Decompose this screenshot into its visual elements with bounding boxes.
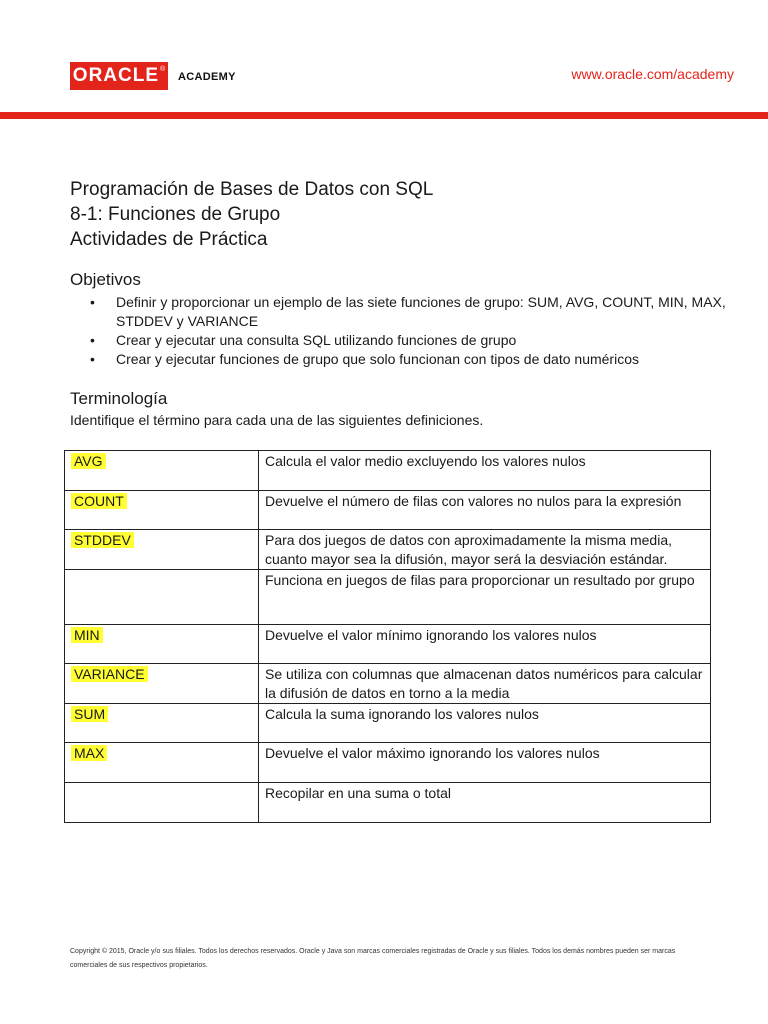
oracle-logo	[70, 62, 168, 90]
bullet-icon: •	[90, 294, 95, 310]
page-header	[0, 0, 768, 112]
definition-cell: Calcula la suma ignorando los valores nulos	[259, 704, 711, 743]
objective-item: • Crear y ejecutar una consulta SQL utilizando funciones de grupo	[90, 332, 517, 348]
copyright-footer: Copyright © 2015, Oracle y/o sus filiales. Todos los derechos reservados. Oracle y Java son marcas comerciales registradas de Oracle y sus filiales. Todos los demás nombres pueden ser marcas comerciales de sus respectivos propietarios.	[70, 948, 676, 969]
term-answer: SUM	[71, 706, 108, 722]
term-cell	[65, 451, 259, 491]
definition-cell: Funciona en juegos de filas para proporcionar un resultado por grupo	[259, 570, 711, 625]
table-row	[65, 664, 711, 704]
terminology-intro: Identifique el término para cada una de las siguientes definiciones.	[70, 412, 484, 428]
academy-label: ACADEMY	[178, 71, 236, 83]
term-cell	[65, 743, 259, 783]
objective-item: • Definir y proporcionar un ejemplo de las siete funciones de grupo: SUM, AVG, COUNT, MIN, MAX, STDDEV y VARIANCE	[90, 294, 726, 329]
bullet-icon: •	[90, 332, 95, 348]
term-answer: VARIANCE	[71, 666, 148, 682]
term-answer: MIN	[71, 627, 103, 643]
header-divider	[0, 112, 768, 119]
term-answer: AVG	[71, 453, 106, 469]
term-cell-empty[interactable]	[65, 570, 259, 625]
definition-cell: Para dos juegos de datos con aproximadamente la misma media, cuanto mayor sea la difusión, mayor será la desviación estándar.	[259, 530, 711, 570]
table-row	[65, 704, 711, 743]
table-row	[65, 451, 711, 491]
definition-cell: Recopilar en una suma o total	[259, 783, 711, 823]
table-row	[65, 570, 711, 625]
terminology-heading: Terminología	[70, 389, 168, 408]
objectives-list	[90, 293, 730, 369]
table-row	[65, 743, 711, 783]
term-cell	[65, 664, 259, 704]
definition-cell: Calcula el valor medio excluyendo los valores nulos	[259, 451, 711, 491]
definition-cell: Devuelve el número de filas con valores no nulos para la expresión	[259, 491, 711, 530]
term-cell	[65, 491, 259, 530]
bullet-icon: •	[90, 351, 95, 367]
document-titles	[70, 177, 433, 252]
definition-cell: Se utiliza con columnas que almacenan datos numéricos para calcular la difusión de datos en torno a la media	[259, 664, 711, 704]
term-answer: MAX	[71, 745, 107, 761]
term-cell	[65, 625, 259, 664]
table-row	[65, 625, 711, 664]
term-cell	[65, 704, 259, 743]
term-answer: COUNT	[71, 493, 127, 509]
academy-url-link[interactable]: www.oracle.com/academy	[571, 66, 734, 82]
definition-cell: Devuelve el valor mínimo ignorando los valores nulos	[259, 625, 711, 664]
trademark-symbol: ®	[160, 66, 166, 73]
course-title: Programación de Bases de Datos con SQL	[70, 179, 434, 200]
lesson-title: 8-1: Funciones de Grupo	[70, 204, 281, 225]
table-row	[65, 491, 711, 530]
table-row	[65, 783, 711, 823]
term-answer: STDDEV	[71, 532, 134, 548]
term-cell-empty[interactable]	[65, 783, 259, 823]
oracle-logo-text: ORACLE	[72, 65, 160, 86]
objectives-heading: Objetivos	[70, 270, 141, 289]
table-row	[65, 530, 711, 570]
terminology-table	[64, 450, 711, 823]
activity-title: Actividades de Práctica	[70, 229, 268, 250]
term-cell	[65, 530, 259, 570]
definition-cell: Devuelve el valor máximo ignorando los valores nulos	[259, 743, 711, 783]
objective-item: • Crear y ejecutar funciones de grupo que solo funcionan con tipos de dato numéricos	[90, 351, 639, 367]
